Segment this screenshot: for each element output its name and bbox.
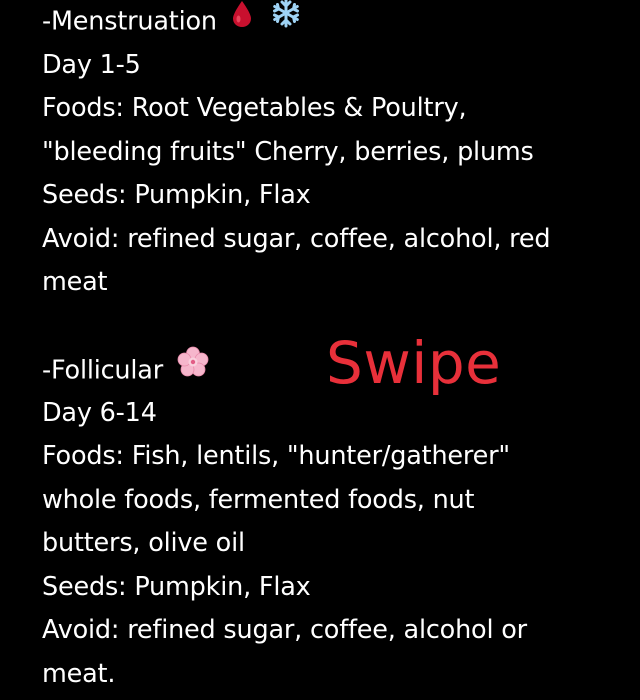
follicular-day: Day 6-14: [42, 397, 157, 428]
menstruation-avoid-line-1: Avoid: refined sugar, coffee, alcohol, red: [42, 223, 551, 254]
follicular-foods-line-2: whole foods, fermented foods, nut: [42, 484, 475, 515]
cherry-blossom-icon: [177, 346, 209, 393]
follicular-avoid-line-1: Avoid: refined sugar, coffee, alcohol or: [42, 615, 527, 645]
blood-drop-icon: [231, 0, 253, 42]
menstruation-seeds: Seeds: Pumpkin, Flax: [42, 180, 311, 210]
follicular-title: -Follicular: [42, 355, 163, 386]
menstruation-title: -Menstruation: [42, 6, 217, 37]
menstruation-day: Day 1-5: [42, 49, 141, 80]
menstruation-heading: [42, 0, 632, 44]
follicular-foods-line-3: butters, olive oil: [42, 528, 245, 558]
snowflake-icon: [271, 0, 301, 43]
menstruation-foods-line-1: Foods: Root Vegetables & Poultry,: [42, 93, 467, 123]
follicular-avoid-line-2: meat.: [42, 658, 116, 689]
menstruation-avoid-line-2: meat: [42, 267, 108, 297]
follicular-seeds: Seeds: Pumpkin, Flax: [42, 571, 311, 602]
follicular-foods-line-1: Foods: Fish, lentils, "hunter/gatherer": [42, 441, 510, 471]
swipe-hint[interactable]: Swipe: [326, 329, 502, 397]
menstruation-foods-line-2: "bleeding fruits" Cherry, berries, plums: [42, 136, 534, 167]
